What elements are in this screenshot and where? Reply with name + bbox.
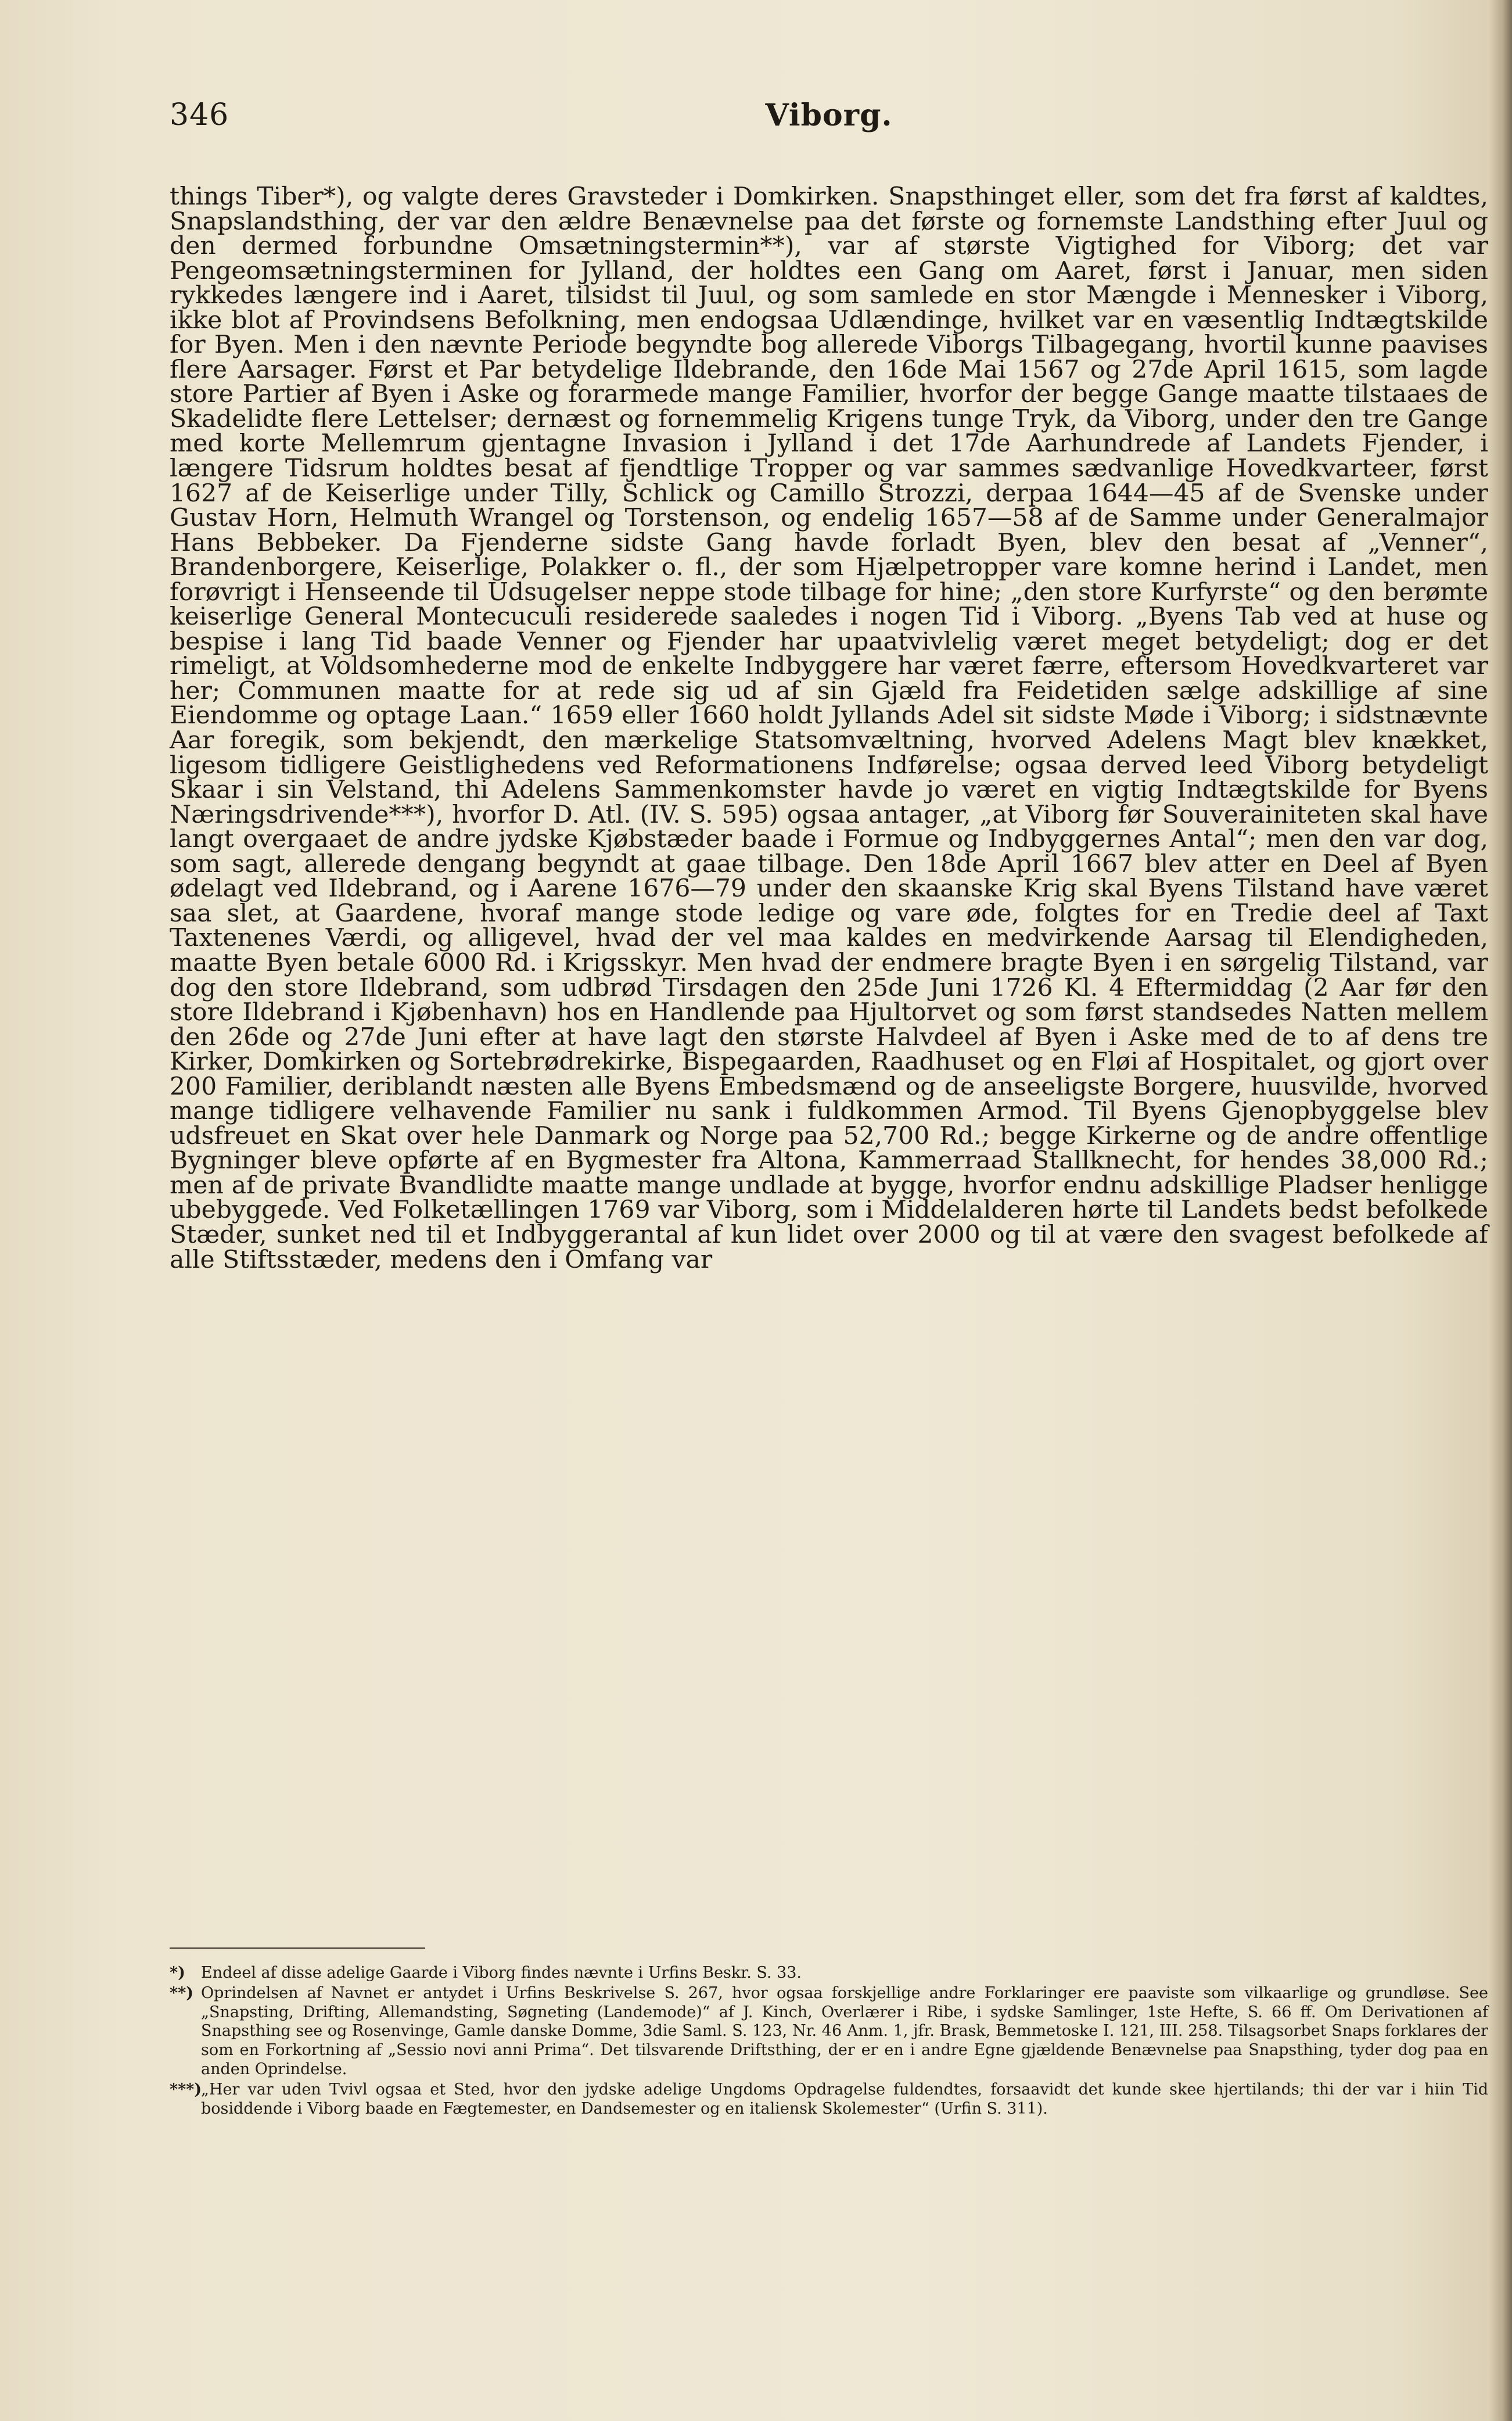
- footnote-divider: [170, 1947, 425, 1949]
- page-number: 346: [170, 98, 229, 132]
- footnote-text: Oprindelsen af Navnet er antydet i Urfins Beskrivelse S. 267, hvor ogsaa forskjellige andre Forklaringer ere paaviste som vilkaarlige og grundløse. See „Snapsting, Drifting, Allemandsting, Søgneting (Landemode)“ af J. Kinch, Overlærer i Ribe, i sydske Samlinger, 1ste Hefte, S. 66 ff. Om Derivationen af Snapsthing see og Rosenvinge, Gamle danske Domme, 3die Saml. S. 123, Nr. 46 Anm. 1, jfr. Brask, Bemmetoske I. 121, III. 258. Tilsagsorbet Snaps forklares der som en Forkortning af „Sessio novi anni Prima“. Det tilsvarende Driftsthing, der er en i andre Egne gjældende Benævnelse paa Snapsthing, tyder dog paa en anden Oprindelse.: [201, 1984, 1488, 2078]
- footnote-3: [170, 2081, 1488, 2119]
- footnotes: [170, 1964, 1488, 2119]
- footnote-2: [170, 1984, 1488, 2079]
- body-paragraph: things Tiber*), og valgte deres Gravsteder i Domkirken. Snapsthinget eller, som det fra først af kaldtes, Snapslandsthing, der var den ældre Benævnelse paa det første og fornemste Landsthing efter Juul og den dermed forbundne Omsætningstermin**), var af største Vigtighed for Viborg; det var Pengeomsætningsterminen for Jylland, der holdtes een Gang om Aaret, først i Januar, men siden rykkedes længere ind i Aaret, tilsidst til Juul, og som samlede en stor Mængde i Mennesker i Viborg, ikke blot af Provindsens Befolkning, men endogsaa Udlændinge, hvilket var en væsentlig Indtægtskilde for Byen. Men i den nævnte Periode begyndte bog allerede Viborgs Tilbagegang, hvortil kunne paavises flere Aarsager. Først et Par betydelige Ildebrande, den 16de Mai 1567 og 27de April 1615, som lagde store Partier af Byen i Aske og forarmede mange Familier, hvorfor der begge Gange maatte tilstaaes de Skadelidte flere Lettelser; dernæst og fornemmelig Krigens tunge Tryk, da Viborg, under den tre Gange med korte Mellemrum gjentagne Invasion i Jylland i det 17de Aarhundrede af Landets Fjender, i længere Tidsrum holdtes besat af fjendtlige Tropper og var sammes sædvanlige Hovedkvarteer, først 1627 af de Keiserlige under Tilly, Schlick og Camillo Strozzi, derpaa 1644—45 af de Svenske under Gustav Horn, Helmuth Wrangel og Torstenson, og endelig 1657—58 af de Samme under Generalmajor Hans Bebbeker. Da Fjenderne sidste Gang havde forladt Byen, blev den besat af „Venner“, Brandenborgere, Keiserlige, Polakker o. fl., der som Hjælpetropper vare komne herind i Landet, men forøvrigt i Henseende til Udsugelser neppe stode tilbage for hine; „den store Kurfyrste“ og den berømte keiserlige General Montecuculi residerede saaledes i nogen Tid i Viborg. „Byens Tab ved at huse og bespise i lang Tid baade Venner og Fjender har upaatvivlelig været meget betydeligt; dog er det rimeligt, at Voldsomhederne mod de enkelte Indbyggere har været færre, eftersom Hovedkvarteret var her; Communen maatte for at rede sig ud af sin Gjæld fra Feidetiden sælge adskillige af sine Eiendomme og optage Laan.“ 1659 eller 1660 holdt Jyllands Adel sit sidste Møde i Viborg; i sidstnævnte Aar foregik, som bekjendt, den mærkelige Statsomvæltning, hvorved Adelens Magt blev knækket, ligesom tidligere Geistlighedens ved Reformationens Indførelse; ogsaa derved leed Viborg betydeligt Skaar i sin Velstand, thi Adelens Sammenkomster havde jo været en vigtig Indtægtskilde for Byens Næringsdrivende***), hvorfor D. Atl. (IV. S. 595) ogsaa antager, „at Viborg før Souverainiteten skal have langt overgaaet de andre jydske Kjøbstæder baade i Formue og Indbyggernes Antal“; men den var dog, som sagt, allerede dengang begyndt at gaae tilbage. Den 18de April 1667 blev atter en Deel af Byen ødelagt ved Ildebrand, og i Aarene 1676—79 under den skaanske Krig skal Byens Tilstand have været saa slet, at Gaardene, hvoraf mange stode ledige og vare øde, folgtes for en Tredie deel af Taxt Taxtenenes Værdi, og alligevel, hvad der vel maa kaldes en medvirkende Aarsag til Elendigheden, maatte Byen betale 6000 Rd. i Krigsskyr. Men hvad der endmere bragte Byen i en sørgelig Tilstand, var dog den store Ildebrand, som udbrød Tirsdagen den 25de Juni 1726 Kl. 4 Eftermiddag (2 Aar før den store Ildebrand i Kjøbenhavn) hos en Handlende paa Hjultorvet og som først standsedes Natten mellem den 26de og 27de Juni efter at have lagt den største Halvdeel af Byen i Aske med de to af dens tre Kirker, Domkirken og Sortebrødrekirke, Bispegaarden, Raadhuset og en Fløi af Hospitalet, og gjort over 200 Familier, deriblandt næsten alle Byens Embedsmænd og de anseeligste Borgere, huusvilde, hvorved mange tidligere velhavende Familier nu sank i fuldkommen Armod. Til Byens Gjenopbyggelse blev udsfreuet en Skat over hele Danmark og Norge paa 52,700 Rd.; begge Kirkerne og de andre offentlige Bygninger bleve opførte af en Bygmester fra Altona, Kammerraad Stallknecht, for hendes 38,000 Rd.; men af de private Bvandlidte maatte mange undlade at bygge, hvorfor endnu adskillige Pladser henligge ubebyggede. Ved Folketællingen 1769 var Viborg, som i Middelalderen hørte til Landets bedst befolkede Stæder, sunket ned til et Indbyggerantal af kun lidet over 2000 og til at være den svagest befolkede af alle Stiftsstæder, medens den i Omfang var: [170, 182, 1488, 1274]
- book-spine-shadow: [1489, 0, 1512, 2421]
- footnote-mark: *): [170, 1964, 185, 1982]
- footnote-text: „Her var uden Tvivl ogsaa et Sted, hvor den jydske adelige Ungdoms Opdragelse fuldendtes, forsaavidt det kunde skee hjertilands; thi der var i hiin Tid bosiddende i Viborg baade en Fægtemester, en Dandsemester og en italiensk Skolemester“ (Urfin S. 311).: [201, 2080, 1488, 2118]
- footnote-text: Endeel af disse adelige Gaarde i Viborg findes nævnte i Urfins Beskr. S. 33.: [201, 1964, 802, 1982]
- page-header: [170, 98, 1488, 138]
- footnote-mark: ***): [170, 2080, 202, 2099]
- footnote-1: [170, 1964, 1488, 1983]
- main-text: [170, 182, 1488, 1274]
- footnote-mark: **): [170, 1984, 194, 2002]
- running-title: Viborg.: [765, 98, 893, 133]
